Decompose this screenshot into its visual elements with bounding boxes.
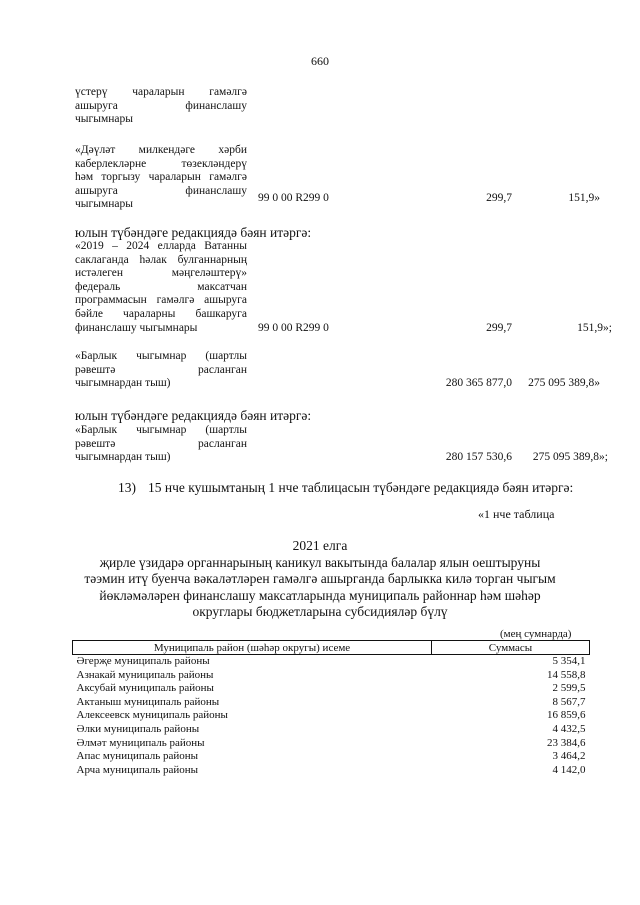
amount-2022: 151,9»: [568, 192, 600, 204]
text-line: программасын гамәлгә ашыруга: [75, 294, 247, 307]
text-line: истәлеген мәңгеләштерү»: [75, 267, 247, 280]
subsidy-sum: 2 599,5: [552, 682, 586, 695]
item-number: 13): [118, 480, 136, 495]
subsidy-sum: 5 354,1: [552, 655, 586, 667]
subsidy-sum: 8 567,7: [552, 695, 586, 708]
text-line: ашыруга финанслашу: [75, 99, 247, 112]
text-line: федераль максатчан: [75, 280, 247, 293]
text-line: каберлекләрне төзекләндерү: [75, 157, 247, 170]
column-header-sum: Суммасы: [432, 641, 590, 655]
budget-item-text: [75, 240, 247, 335]
district-name: Әлмәт муниципаль районы: [76, 736, 205, 749]
district-name: Әгерҗе муниципаль районы: [76, 655, 210, 667]
district-name: Азнакай муниципаль районы: [76, 668, 214, 681]
text-line: чыгымнары: [75, 198, 133, 211]
table-row: [73, 723, 590, 737]
instruction-line: юлын түбәндәге редакциядә бәян итәргә:: [75, 408, 312, 423]
text-line: «Барлык чыгымнар (шартлы: [75, 424, 247, 436]
district-name: Апас муниципаль районы: [76, 750, 199, 763]
subsidy-sum: 23 384,6: [547, 736, 586, 749]
text-line: чыгымнары: [75, 113, 133, 126]
amount-2022: 151,9»;: [577, 322, 612, 334]
table-row: [73, 737, 590, 751]
budget-item-text: [75, 144, 247, 212]
amount-2021: 280 157 530,6: [445, 451, 512, 463]
text-line: бәйле чараларны башкаруга: [75, 307, 247, 320]
total-expenses-text: [75, 424, 247, 465]
table-row: [73, 696, 590, 710]
table-row: [73, 669, 590, 683]
text-line: финанслашу чыгымнары: [75, 321, 198, 334]
subsidy-sum: 16 859,6: [547, 709, 586, 722]
unit-label: (мең сумнарда): [500, 628, 572, 640]
subsidy-sum: 3 464,2: [552, 750, 586, 763]
subsidy-sum: 4 432,5: [552, 722, 586, 735]
text-line: «2019 – 2024 елларда Ватанны: [75, 240, 247, 252]
amount-2021: 299,7: [486, 192, 512, 204]
table-row: [73, 655, 590, 669]
heading-line: округлары бюджетларына субсидияләр бүлү: [192, 604, 448, 619]
table-header-row: [73, 641, 590, 655]
table-row: [73, 764, 590, 778]
heading-line: 2021 елга: [292, 538, 348, 553]
total-expenses-text: [75, 350, 247, 391]
text-line: һәм торгызу чараларын гамәлгә: [75, 171, 247, 184]
text-line: рәвештә расланган: [75, 363, 247, 376]
budget-code: 99 0 00 R299 0: [258, 322, 329, 334]
text-line: чыгымнардан тыш): [75, 451, 171, 464]
budget-item-text: [75, 86, 247, 127]
subsidy-sum: 14 558,8: [547, 668, 586, 681]
page-number: 660: [311, 54, 329, 68]
text-line: «Дәүләт милкендәге хәрби: [75, 144, 247, 156]
instruction-line: юлын түбәндәге редакциядә бәян итәргә:: [75, 225, 312, 240]
text-line: үстерү чараларын гамәлгә: [75, 86, 247, 98]
column-header-name: Муниципаль район (шәһәр округы) исеме: [73, 641, 432, 655]
amount-2021: 280 365 877,0: [445, 377, 512, 389]
table-row: [73, 709, 590, 723]
text-line: рәвештә расланган: [75, 437, 247, 450]
district-name: Аксубай муниципаль районы: [76, 682, 214, 695]
amount-2021: 299,7: [486, 322, 512, 334]
text-line: саклаганда һәлак булганнарның: [75, 253, 247, 266]
amount-2022: 275 095 389,8»: [528, 377, 600, 389]
text-line: «Барлык чыгымнар (шартлы: [75, 350, 247, 362]
table-row: [73, 682, 590, 696]
table-reference: «1 нче таблица: [478, 507, 555, 521]
heading-line: җирле үзидарә органнарының каникул вакытында балалар ялын оештыруны: [99, 554, 541, 570]
district-name: Арча муниципаль районы: [76, 763, 199, 776]
district-name: Актаныш муниципаль районы: [76, 695, 220, 708]
table-heading: [60, 538, 580, 621]
table-row: [73, 750, 590, 764]
heading-line: йөкләмәләрен финанслашу максатларында муниципаль районнар һәм шәһәр: [99, 587, 541, 603]
text-line: чыгымнардан тыш): [75, 377, 171, 390]
district-name: Әлки муниципаль районы: [76, 722, 200, 735]
budget-code: 99 0 00 R299 0: [258, 192, 329, 204]
text-line: ашыруга финанслашу: [75, 184, 247, 197]
item-text: 15 нче кушымтаның 1 нче таблицасын түбәндәге редакциядә бәян итәргә:: [148, 480, 574, 495]
subsidy-table: [72, 640, 590, 777]
heading-line: тәэмин итү буенча вәкаләтләрен гамәлгә ашырганда барлыкка килә торган чыгым: [84, 571, 556, 586]
subsidy-sum: 4 142,0: [552, 763, 586, 776]
district-name: Алексеевск муниципаль районы: [76, 709, 228, 722]
amount-2022: 275 095 389,8»;: [532, 451, 608, 463]
